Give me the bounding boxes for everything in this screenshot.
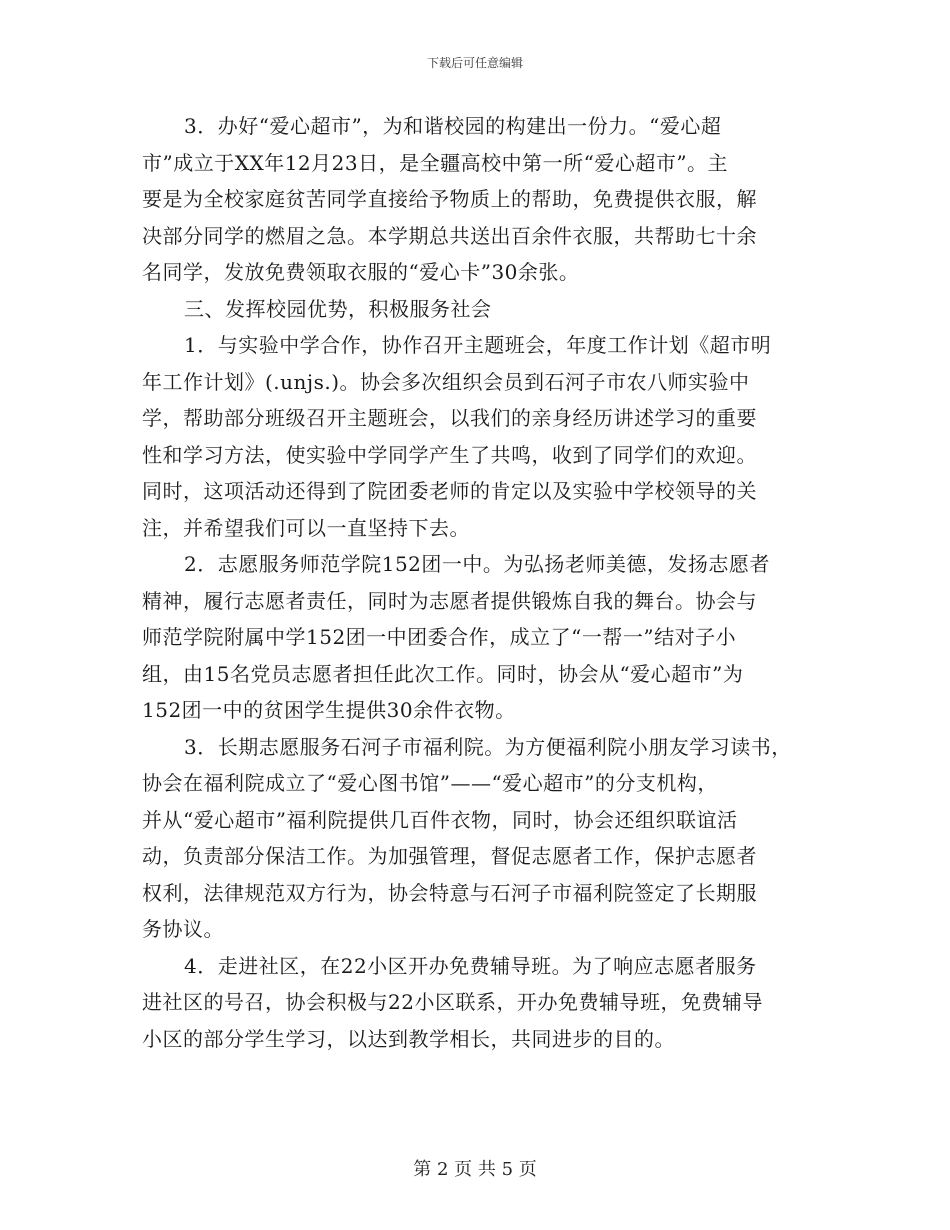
paragraph-line: 决部分同学的燃眉之急。本学期总共送出百余件衣服，共帮助七十余 [142,223,757,248]
paragraph-line: 师范学院附属中学152团一中团委合作，成立了“一帮一”结对子小 [142,625,737,649]
paragraph-line: 注，并希望我们可以一直坚持下去。 [142,515,470,540]
paragraph-line: 组，由15名党员志愿者担任此次工作。同时，协会从“爱心超市”为 [142,661,744,686]
paragraph-line: 学，帮助部分班级召开主题班会，以我们的亲身经历讲述学习的重要 [142,406,757,430]
paragraph-line: 同时，这项活动还得到了院团委老师的肯定以及实验中学校领导的关 [142,479,757,503]
paragraph-first-line: 2．志愿服务师范学院152团一中。为弘扬老师美德，发扬志愿者 [184,552,770,576]
paragraph-line: 性和学习方法，使实验中学同学产生了共鸣，收到了同学们的欢迎。 [142,442,757,467]
paragraph-line: 权利，法律规范双方行为，协会特意与石河子市福利院签定了长期服 [142,880,757,905]
document-body [142,108,822,1057]
page-number: 第 2 页 共 5 页 [413,1159,537,1180]
paragraph-line: 并从“爱心超市”福利院提供几百件衣物，同时，协会还组织联谊活 [142,807,738,832]
paragraph-line: 市”成立于XX年12月23日，是全疆高校中第一所“爱心超市”。主 [142,150,729,175]
paragraph-line: 小区的部分学生学习，以达到教学相长，共同进步的目的。 [142,1026,675,1051]
paragraph-line: 要是为全校家庭贫苦同学直接给予物质上的帮助，免费提供衣服，解 [142,187,757,211]
paragraph-line: 动，负责部分保洁工作。为加强管理，督促志愿者工作，保护志愿者 [142,844,757,868]
paragraph-line: 152团一中的贫困学生提供30余件衣物。 [142,698,516,722]
paragraph-line: 进社区的号召，协会积极与22小区联系，开办免费辅导班，免费辅导 [142,990,763,1014]
paragraph-line: 协会在福利院成立了“爱心图书馆”——“爱心超市”的分支机构， [142,771,718,795]
paragraph-line: 年工作计划》(.unjs.)。协会多次组织会员到石河子市农八师实验中 [142,369,750,394]
page-header: 下载后可任意编辑 [426,56,523,70]
paragraph-first-line: 三、发挥校园优势，积极服务社会 [184,296,492,321]
paragraph-line: 精神，履行志愿者责任，同时为志愿者提供锻炼自我的舞台。协会与 [142,588,757,613]
paragraph-line: 名同学，发放免费领取衣服的“爱心卡”30余张。 [142,260,580,284]
paragraph-first-line: 1．与实验中学合作，协作召开主题班会，年度工作计划《超市明 [184,333,772,357]
paragraph-line: 务协议。 [142,917,224,941]
paragraph-first-line: 4．走进社区，在22小区开办免费辅导班。为了响应志愿者服务 [184,953,757,978]
paragraph-first-line: 3．长期志愿服务石河子市福利院。为方便福利院小朋友学习读书， [184,734,792,759]
paragraph-first-line: 3．办好“爱心超市”，为和谐校园的构建出一份力。“爱心超 [184,114,722,138]
